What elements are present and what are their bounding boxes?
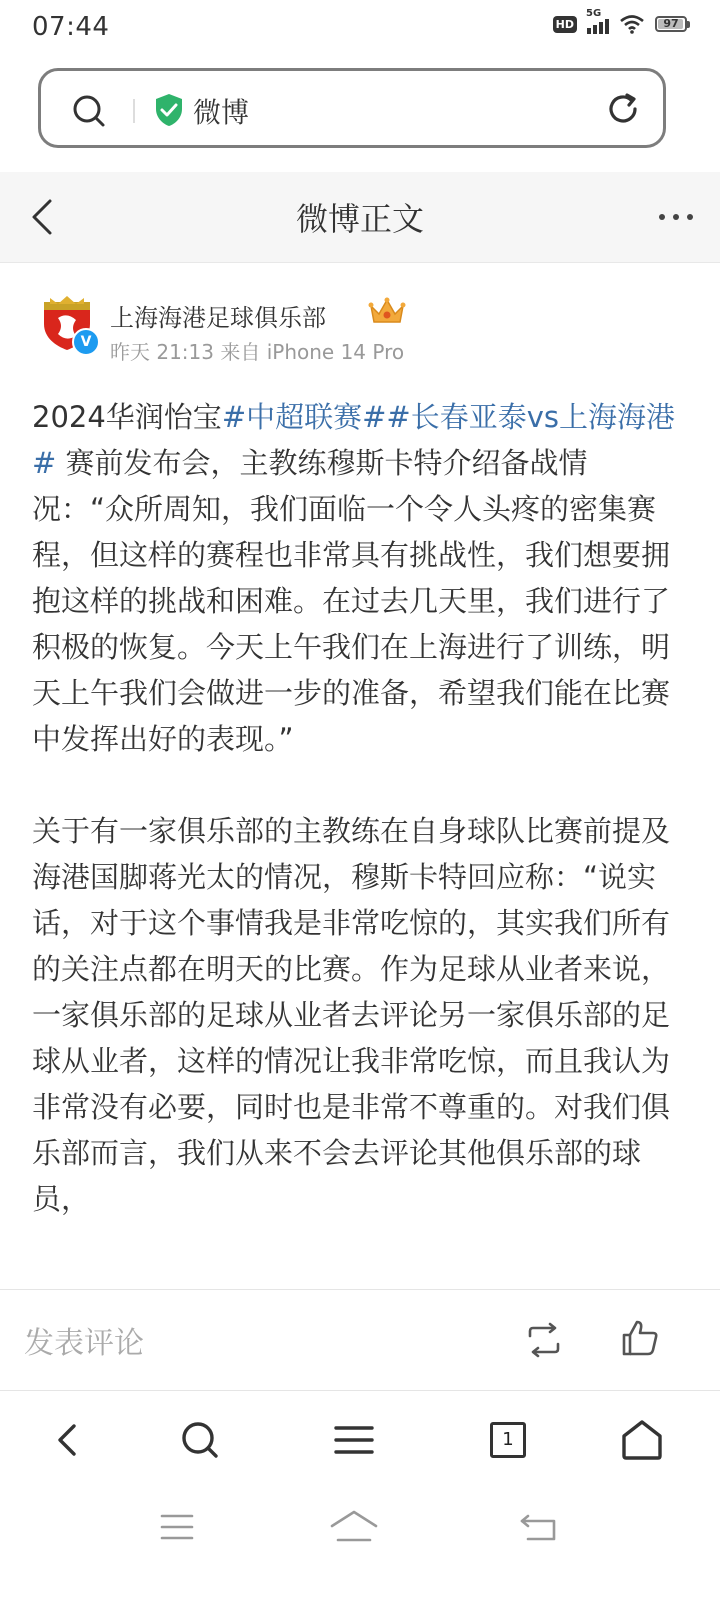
search-icon[interactable] xyxy=(178,1418,222,1462)
browser-toolbar xyxy=(0,1392,720,1492)
wifi-icon xyxy=(619,14,645,34)
hd-icon: HD xyxy=(553,16,577,33)
page-header xyxy=(0,172,720,263)
post-paragraph: 关于有一家俱乐部的主教练在自身球队比赛前提及海港国脚蒋光太的情况，穆斯卡特回应称：“说实话，对于这个事情我是非常吃惊的，其实我们所有的关注点都在明天的比赛。作为足球从业者来说，一家俱乐部的足球从业者去评论另一家俱乐部的足球从业者，这样的情况让我非常吃惊，而且我认为非常没有必要，同时也是非常不尊重的。对我们俱乐部而言，我们从来不会去评论其他俱乐部的球员， xyxy=(32,814,671,1216)
post-body xyxy=(32,394,676,1222)
comment-bar xyxy=(0,1289,720,1391)
like-icon[interactable] xyxy=(620,1318,660,1358)
signal-icon xyxy=(586,8,609,34)
menu-icon[interactable] xyxy=(332,1418,376,1462)
more-icon[interactable] xyxy=(656,202,696,232)
back-icon[interactable] xyxy=(520,1512,558,1542)
repost-icon[interactable] xyxy=(524,1322,564,1358)
hashtag-link[interactable]: #中超联赛# xyxy=(221,400,387,434)
battery-level: 97 xyxy=(663,17,679,30)
post-meta: 昨天 21:13 来自 iPhone 14 Pro xyxy=(110,340,405,364)
search-icon[interactable] xyxy=(71,93,107,129)
home-icon[interactable] xyxy=(620,1418,664,1462)
system-navigation-bar xyxy=(0,1492,720,1600)
reload-icon[interactable] xyxy=(605,91,641,127)
page-title: 微博正文 xyxy=(295,200,424,238)
post-text: 赛前发布会，主教练穆斯卡特介绍备战情况：“众所周知，我们面临一个令人头疼的密集赛程，但这样的赛程也非常具有挑战性，我们想要拥抱这样的挑战和困难。在过去几天里，我们进行了积极的恢复。今天上午我们在上海进行了训练，明天上午我们会做进一步的准备，希望我们能在比赛中发挥出好的表现。” xyxy=(32,446,671,756)
status-icons xyxy=(553,8,690,34)
browser-address-bar[interactable] xyxy=(38,68,666,148)
recent-apps-icon[interactable] xyxy=(160,1512,194,1542)
tabs-button[interactable] xyxy=(490,1422,526,1458)
post-text: 2024华润怡宝 xyxy=(32,400,222,434)
verified-badge-icon: V xyxy=(72,328,100,356)
network-type-label: 5G xyxy=(586,8,602,19)
address-bar-divider xyxy=(133,99,135,123)
comment-input[interactable]: 发表评论 xyxy=(24,1326,144,1361)
author-row[interactable] xyxy=(32,290,692,366)
back-icon[interactable] xyxy=(46,1418,90,1462)
shield-check-icon xyxy=(153,93,185,127)
author-name[interactable]: 上海海港足球俱乐部 xyxy=(110,304,326,332)
post-paragraph xyxy=(32,394,676,762)
crown-icon xyxy=(368,296,406,326)
status-bar xyxy=(0,0,720,56)
status-time: 07:44 xyxy=(32,12,110,42)
battery-icon xyxy=(655,16,690,32)
home-icon[interactable] xyxy=(330,1510,378,1544)
tab-count: 1 xyxy=(490,1422,526,1458)
address-bar-text[interactable]: 微博 xyxy=(193,96,250,129)
hashtag-link[interactable]: #长春亚泰vs上海海港# xyxy=(32,400,675,480)
